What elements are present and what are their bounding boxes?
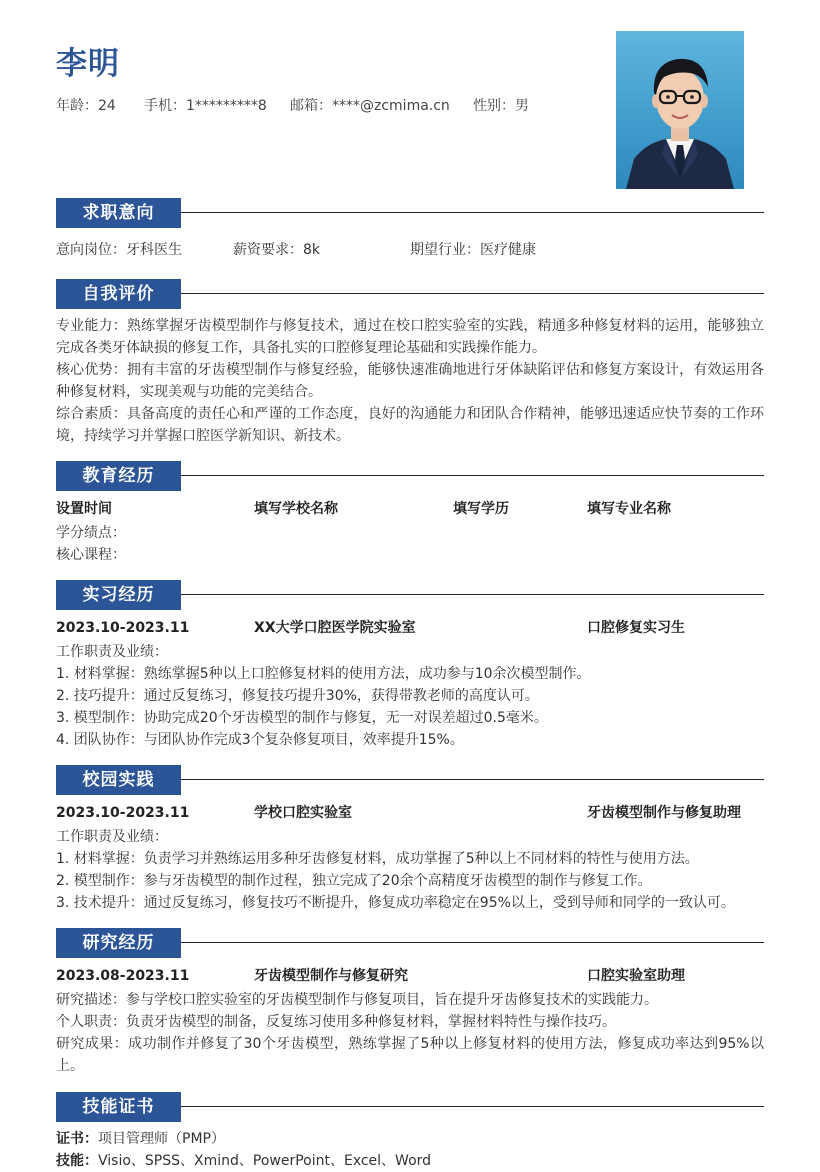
education-gpa: 学分绩点： [56, 525, 126, 541]
section-campus-practice [56, 765, 764, 795]
research-date: 2023.08-2023.11 [56, 968, 190, 984]
section-divider [181, 1106, 764, 1107]
research-result: 研究成果：成功制作并修复了30个牙齿模型，熟练掌握了5种以上修复材料的使用方法，修复成功率达到95%以上。 [56, 1036, 764, 1074]
section-title: 求职意向 [56, 198, 181, 228]
campus-intro: 工作职责及业绩： [56, 829, 168, 845]
internship-item: 3. 模型制作：协助完成20个牙齿模型的制作与修复，无一对误差超过0.5毫米。 [56, 710, 548, 726]
skill-label: 技能： [56, 1153, 98, 1169]
email: 邮箱：****@zcmima.cn [290, 98, 450, 114]
internship-org: XX大学口腔医学院实验室 [254, 620, 416, 636]
section-title: 自我评价 [56, 279, 181, 309]
research-role: 口腔实验室助理 [587, 968, 685, 984]
campus-date: 2023.10-2023.11 [56, 805, 190, 821]
intent-position: 意向岗位：牙科医生 [56, 242, 182, 258]
campus-item: 3. 技术提升：通过反复练习，修复技巧不断提升，修复成功率稳定在95%以上，受到导师和同学的一致认可。 [56, 895, 735, 911]
education-degree: 填写学历 [453, 501, 509, 517]
basic-info [56, 95, 529, 115]
section-divider [181, 779, 764, 780]
skill-row [56, 1150, 764, 1172]
section-intent [56, 198, 764, 228]
section-divider [181, 475, 764, 476]
research-project: 牙齿模型制作与修复研究 [254, 968, 408, 984]
intent-salary: 薪资要求：8k [233, 242, 321, 258]
section-title: 研究经历 [56, 928, 181, 958]
campus-item: 2. 模型制作：参与牙齿模型的制作过程，独立完成了20余个高精度牙齿模型的制作与修复工作。 [56, 873, 652, 889]
research-duty: 个人职责：负责牙齿模型的制备，反复练习使用多种修复材料，掌握材料特性与操作技巧。 [56, 1014, 616, 1030]
certificate-label: 证书： [56, 1131, 98, 1147]
section-education [56, 461, 764, 491]
campus-item: 1. 材料掌握：负责学习并熟练运用多种牙齿修复材料，成功掌握了5种以上不同材料的特性与使用方法。 [56, 851, 699, 867]
section-skills [56, 1092, 764, 1122]
internship-intro: 工作职责及业绩： [56, 644, 168, 660]
gender: 性别：男 [473, 98, 529, 114]
section-divider [181, 942, 764, 943]
education-courses: 核心课程： [56, 547, 126, 563]
section-title: 教育经历 [56, 461, 181, 491]
internship-role: 口腔修复实习生 [587, 620, 685, 636]
section-research [56, 928, 764, 958]
internship-date: 2023.10-2023.11 [56, 620, 190, 636]
section-divider [181, 212, 764, 213]
education-major: 填写专业名称 [587, 501, 671, 517]
education-time: 设置时间 [56, 501, 112, 517]
phone: 手机：1*********8 [144, 98, 267, 114]
section-internship [56, 580, 764, 610]
research-description: 研究描述：参与学校口腔实验室的牙齿模型制作与修复项目，旨在提升牙齿修复技术的实践能力。 [56, 992, 658, 1008]
section-self-evaluation [56, 279, 764, 309]
age: 年龄：24 [56, 98, 116, 114]
section-divider [181, 594, 764, 595]
certificate-row [56, 1128, 764, 1150]
section-title: 技能证书 [56, 1092, 181, 1122]
skill-value: Visio、SPSS、Xmind、PowerPoint、Excel、Word [98, 1153, 432, 1169]
section-title: 校园实践 [56, 765, 181, 795]
education-school: 填写学校名称 [254, 501, 338, 517]
self-eval-advantage: 核心优势：拥有丰富的牙齿模型制作与修复经验，能够快速准确地进行牙体缺陷评估和修复方案设计，有效运用各种修复材料，实现美观与功能的完美结合。 [56, 362, 764, 400]
campus-org: 学校口腔实验室 [254, 805, 352, 821]
campus-role: 牙齿模型制作与修复助理 [587, 805, 741, 821]
profile-photo [616, 31, 744, 189]
self-eval-professional: 专业能力：熟练掌握牙齿模型制作与修复技术，通过在校口腔实验室的实践，精通多种修复材料的运用，能够独立完成各类牙体缺损的修复工作，具备扎实的口腔修复理论基础和实践操作能力。 [56, 318, 764, 356]
internship-item: 2. 技巧提升：通过反复练习，修复技巧提升30%，获得带教老师的高度认可。 [56, 688, 539, 704]
self-eval-quality: 综合素质：具备高度的责任心和严谨的工作态度，良好的沟通能力和团队合作精神，能够迅速适应快节奏的工作环境，持续学习并掌握口腔医学新知识、新技术。 [56, 406, 764, 444]
certificate-value: 项目管理师（PMP） [98, 1131, 225, 1147]
avatar-portrait [616, 31, 744, 189]
candidate-name: 李明 [56, 46, 120, 82]
internship-item: 1. 材料掌握：熟练掌握5种以上口腔修复材料的使用方法，成功参与10余次模型制作。 [56, 666, 591, 682]
intent-industry: 期望行业：医疗健康 [410, 242, 536, 258]
section-title: 实习经历 [56, 580, 181, 610]
section-divider [181, 293, 764, 294]
internship-item: 4. 团队协作：与团队协作完成3个复杂修复项目，效率提升15%。 [56, 732, 464, 748]
